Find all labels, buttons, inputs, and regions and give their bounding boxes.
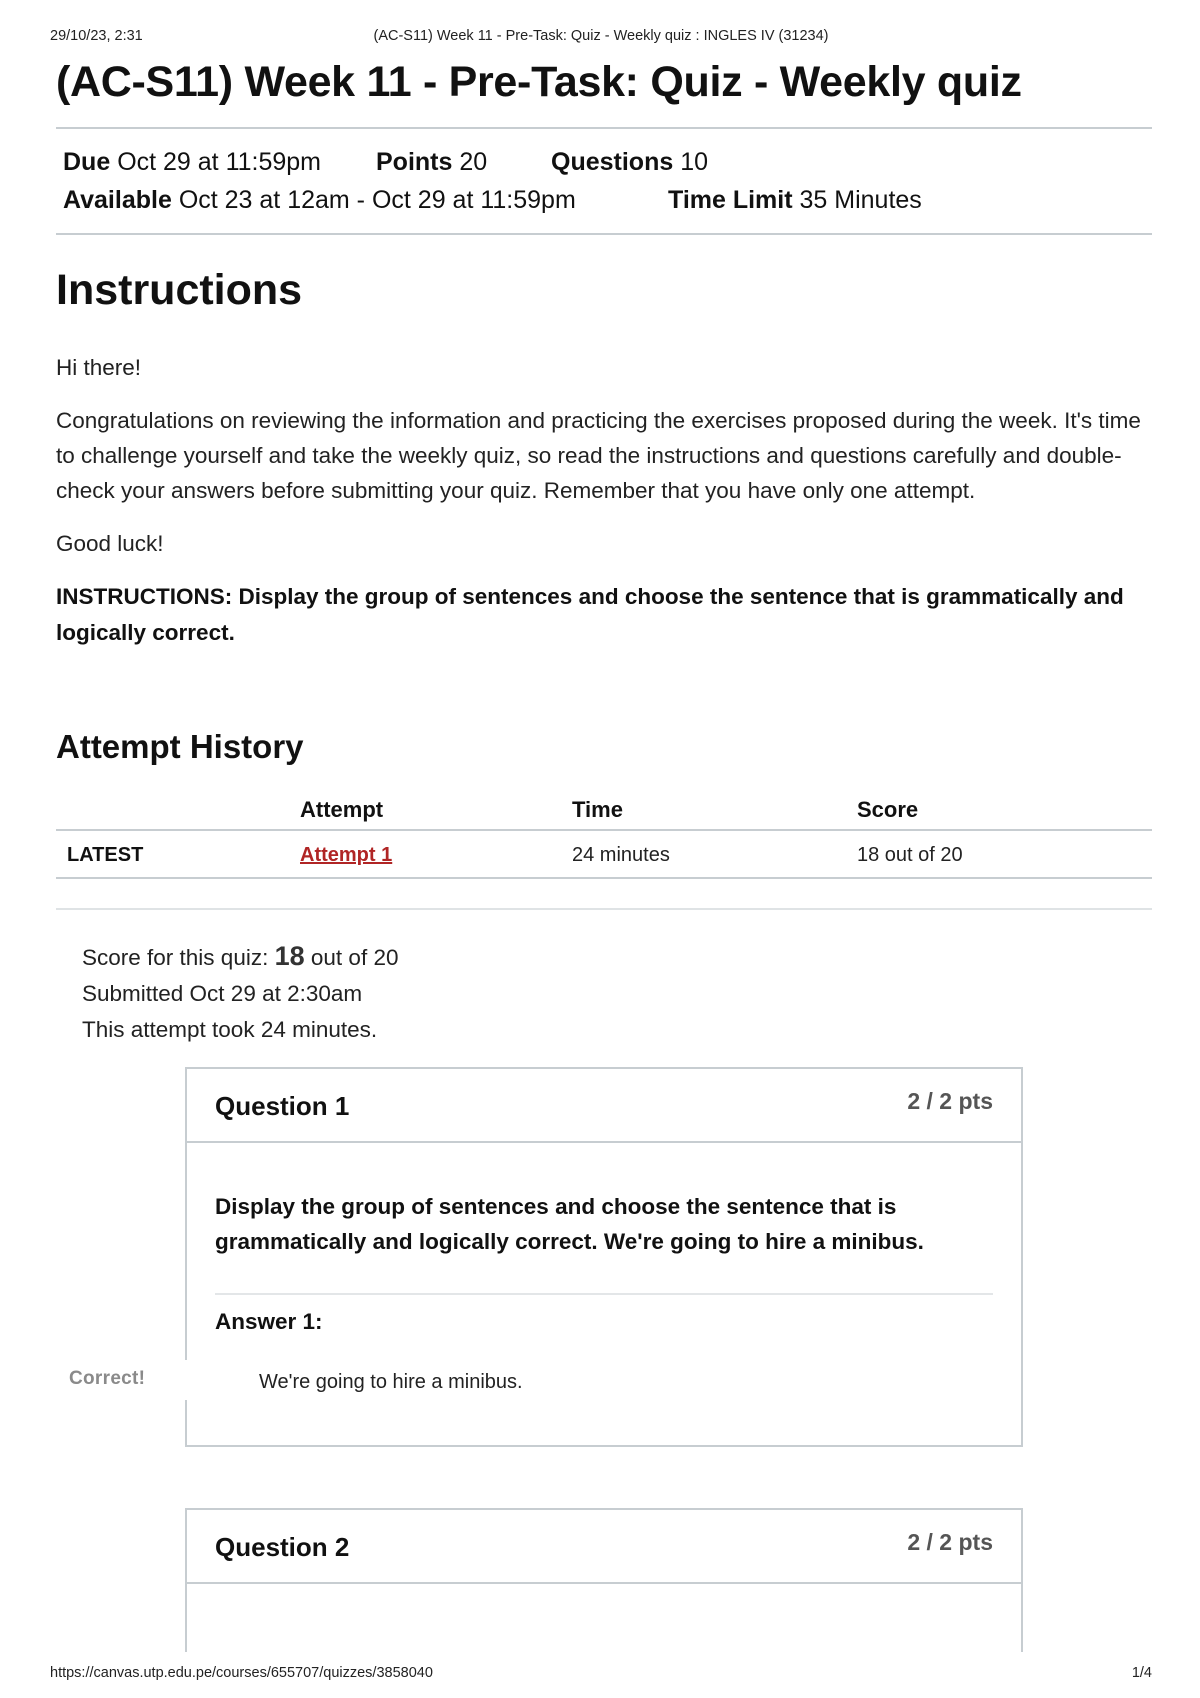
points-info (376, 148, 487, 177)
print-page-number: 1/4 (1131, 1665, 1152, 1681)
score-summary (82, 938, 398, 1048)
attempt-score: 18 out of 20 (857, 844, 963, 866)
question-divider (215, 1293, 993, 1295)
attempt-col-score: Score (857, 797, 919, 822)
score-value: 18 (274, 941, 305, 971)
time-limit-info (668, 186, 922, 215)
print-url: https://canvas.utp.edu.pe/courses/655707/quizzes/3858040 (50, 1665, 433, 1681)
time-limit-label: Time Limit (668, 186, 793, 214)
question-points: 2 / 2 pts (907, 1088, 993, 1114)
instructions-directive: INSTRUCTIONS: Display the group of sentences and choose the sentence that is grammatically and logically correct. (56, 584, 1124, 645)
score-line (82, 938, 398, 976)
print-date: 29/10/23, 2:31 (50, 28, 143, 44)
duration-line: This attempt took 24 minutes. (82, 1017, 378, 1042)
latest-badge: LATEST (67, 844, 144, 866)
attempt-col-attempt: Attempt (300, 797, 384, 822)
instructions-paragraph: Congratulations on reviewing the information and practicing the exercises proposed during the week. It's time to challenge yourself and take the weekly quiz, so read the instructions and questions carefully and double-check your answers before submitting your quiz. Remember that you have only one attempt. (56, 408, 1141, 503)
question-header (187, 1510, 1021, 1584)
print-header (50, 28, 1152, 48)
attempt-table-header (56, 787, 1152, 831)
question-card-1 (185, 1067, 1023, 1447)
quiz-meta (56, 127, 1152, 235)
attempt-link[interactable]: Attempt 1 (300, 844, 393, 866)
attempt-time: 24 minutes (572, 844, 670, 866)
instructions-heading: Instructions (56, 266, 303, 314)
points-label: Points (376, 148, 453, 176)
submitted-line: Submitted Oct 29 at 2:30am (82, 981, 363, 1006)
attempt-history-table (56, 787, 1152, 879)
attempt-history-heading: Attempt History (56, 728, 304, 765)
question-title: Question 1 (215, 1091, 350, 1121)
table-row (56, 831, 1152, 879)
available-info (63, 186, 576, 215)
page-title: (AC-S11) Week 11 - Pre-Task: Quiz - Weekly quiz (56, 58, 1022, 106)
time-limit-value: 35 Minutes (799, 186, 922, 214)
attempt-col-time: Time (572, 797, 623, 822)
section-divider (56, 908, 1152, 910)
questions-info (551, 148, 708, 177)
instructions-good-luck: Good luck! (56, 531, 164, 556)
answer-text: We're going to hire a minibus. (259, 1371, 523, 1393)
points-value: 20 (459, 148, 488, 176)
due-info (63, 148, 321, 177)
question-points: 2 / 2 pts (907, 1529, 993, 1555)
question-header (187, 1069, 1021, 1143)
due-label: Due (63, 148, 111, 176)
correct-answer-tag: Correct! (60, 1360, 187, 1400)
questions-label: Questions (551, 148, 674, 176)
available-label: Available (63, 186, 172, 214)
score-label: Score for this quiz: (82, 945, 269, 970)
instructions-greeting: Hi there! (56, 355, 142, 380)
question-title: Question 2 (215, 1532, 350, 1562)
due-value: Oct 29 at 11:59pm (117, 148, 322, 176)
answer-label: Answer 1: (215, 1309, 323, 1334)
score-out-of: out of 20 (310, 945, 399, 970)
print-document-title: (AC-S11) Week 11 - Pre-Task: Quiz - Weekly quiz : INGLES IV (31234) (373, 28, 829, 44)
questions-value: 10 (680, 148, 709, 176)
available-value: Oct 23 at 12am - Oct 29 at 11:59pm (178, 186, 576, 214)
question-text: Display the group of sentences and choose the sentence that is grammatically and logically correct. We're going to hire a minibus. (215, 1194, 924, 1254)
